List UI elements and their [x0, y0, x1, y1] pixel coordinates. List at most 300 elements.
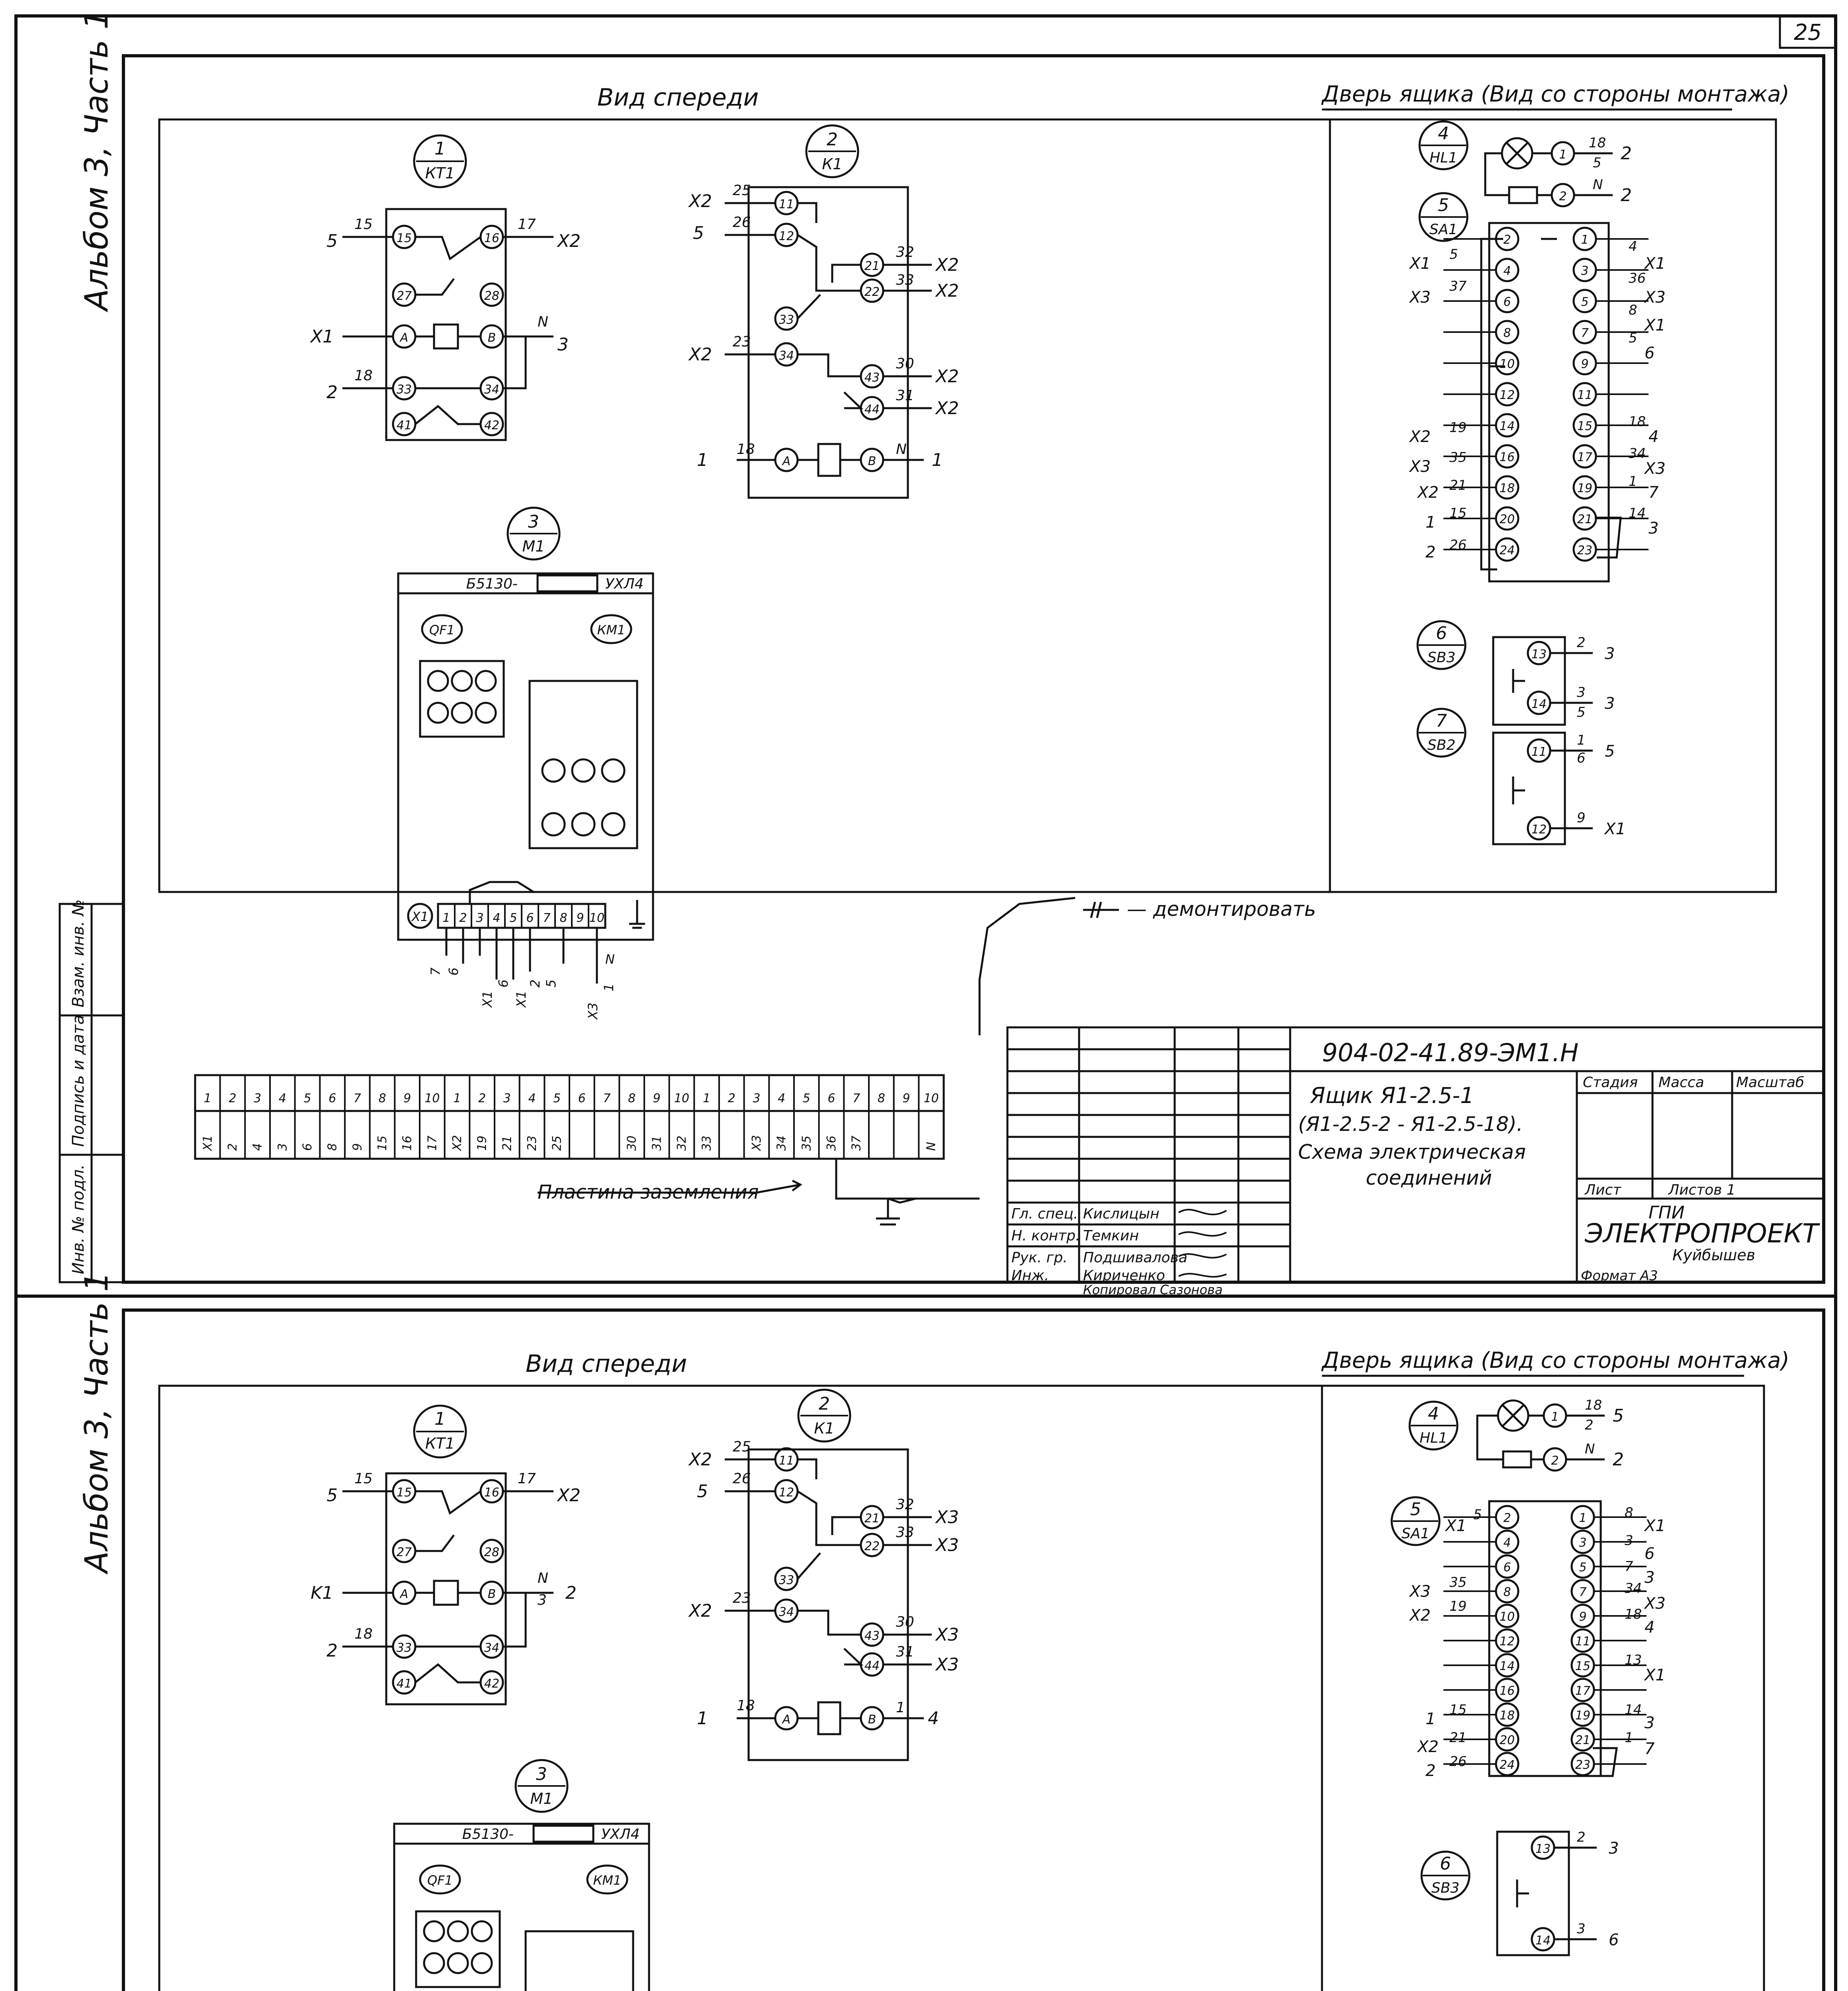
- svg-text:B: B: [868, 1713, 876, 1727]
- strip-wire-label: 23: [525, 1135, 539, 1151]
- strip-terminal-number: 5: [303, 1091, 311, 1105]
- svg-text:Кислицын: Кислицын: [1083, 1206, 1160, 1222]
- svg-text:N: N: [896, 441, 907, 458]
- svg-text:X3: X3: [936, 1507, 959, 1527]
- svg-text:33: 33: [778, 313, 794, 327]
- sheet1-title-1: Ящик Я1-2.5-1: [1310, 1083, 1474, 1108]
- svg-text:6: 6: [1436, 623, 1447, 643]
- svg-text:14: 14: [1535, 1934, 1551, 1948]
- sa1-pin-right-label: 3: [1579, 1536, 1587, 1550]
- sheet1-relay-k1: [688, 125, 959, 498]
- sheet1-button-sb2: [1418, 709, 1626, 844]
- svg-text:X2: X2: [936, 398, 959, 419]
- svg-text:X2: X2: [689, 1449, 712, 1470]
- svg-text:Формат А3: Формат А3: [1581, 1268, 1658, 1284]
- svg-text:4: 4: [1438, 123, 1449, 144]
- svg-text:X3: X3: [1410, 458, 1431, 476]
- svg-text:X1: X1: [514, 990, 529, 1007]
- svg-text:31: 31: [896, 387, 914, 404]
- strip-terminal-number: 9: [902, 1091, 910, 1105]
- sheet1-title-2: (Я1-2.5-2 - Я1-2.5-18).: [1298, 1113, 1523, 1136]
- strip-terminal-number: 4: [278, 1091, 286, 1105]
- sa1-pin-right-label: 3: [1581, 264, 1589, 278]
- svg-text:25: 25: [733, 1439, 751, 1455]
- terminal-x1-label: X1: [411, 909, 429, 924]
- svg-text:41: 41: [396, 1677, 412, 1691]
- sa1-pin-left-label: 2: [1503, 1511, 1511, 1525]
- svg-text:X3: X3: [936, 1625, 959, 1645]
- svg-text:1: 1: [1577, 732, 1586, 748]
- sheet2-starter-m1: [394, 1760, 649, 1991]
- svg-text:12: 12: [778, 229, 794, 243]
- strip-terminal-number: 10: [674, 1091, 690, 1105]
- svg-text:X2: X2: [936, 281, 959, 301]
- sa1-pin-left-label: 12: [1499, 388, 1515, 402]
- svg-text:N: N: [538, 314, 548, 330]
- svg-text:33: 33: [896, 1524, 914, 1541]
- sheet1-title-block: [1007, 1027, 1824, 1297]
- svg-text:2: 2: [1585, 1417, 1594, 1433]
- svg-text:X1: X1: [480, 990, 495, 1007]
- strip-terminal-number: 9: [653, 1091, 661, 1105]
- svg-text:Куйбышев: Куйбышев: [1672, 1246, 1756, 1264]
- svg-text:21: 21: [864, 1512, 880, 1526]
- svg-text:26: 26: [1449, 1754, 1467, 1770]
- svg-text:5: 5: [1410, 1499, 1421, 1520]
- svg-text:Кириченко: Кириченко: [1083, 1267, 1165, 1284]
- strip-wire-label: 31: [650, 1135, 664, 1151]
- svg-text:Рук. гр.: Рук. гр.: [1011, 1250, 1068, 1266]
- strip-terminal-number: 6: [827, 1091, 835, 1105]
- svg-text:32: 32: [896, 1496, 914, 1513]
- strip-terminal-number: 2: [229, 1091, 237, 1105]
- svg-text:34: 34: [778, 1605, 794, 1619]
- svg-text:2: 2: [565, 1583, 577, 1603]
- svg-text:2: 2: [327, 1641, 338, 1661]
- svg-text:18: 18: [737, 441, 755, 458]
- svg-text:ГПИ: ГПИ: [1649, 1203, 1685, 1223]
- sheet1-relay-kt1: [310, 135, 581, 440]
- strip-terminal-number: 5: [802, 1091, 810, 1105]
- svg-text:6: 6: [1645, 344, 1655, 362]
- svg-text:7: 7: [1649, 483, 1659, 502]
- sa1-pin-left-label: 20: [1499, 512, 1515, 526]
- svg-text:5: 5: [1629, 330, 1637, 346]
- sa1-pin-left-label: 18: [1499, 1709, 1515, 1723]
- strip-wire-label: 36: [825, 1135, 839, 1151]
- sheet1-org-name: ЭЛЕКТРОПРОЕКТ: [1585, 1218, 1819, 1249]
- svg-text:42: 42: [484, 1677, 500, 1691]
- sa1-pin-right-label: 11: [1577, 388, 1593, 402]
- svg-text:30: 30: [896, 1614, 914, 1630]
- strip-wire-label: 2: [226, 1143, 240, 1151]
- sa1-pin-left-label: 18: [1499, 481, 1515, 495]
- strip-wire-label: 30: [625, 1135, 639, 1151]
- strip-wire-label: 25: [550, 1135, 564, 1151]
- svg-text:SB3: SB3: [1427, 649, 1456, 666]
- svg-text:23: 23: [733, 1590, 751, 1606]
- svg-text:6: 6: [446, 967, 461, 976]
- svg-text:3: 3: [528, 512, 539, 532]
- svg-text:5: 5: [327, 1485, 338, 1506]
- sheet1-front-view-label: Вид спереди: [597, 84, 759, 111]
- svg-text:11: 11: [778, 1454, 794, 1468]
- svg-text:5: 5: [1449, 246, 1458, 262]
- svg-text:1: 1: [896, 1700, 905, 1716]
- svg-text:32: 32: [896, 244, 914, 260]
- strip-terminal-number: 8: [877, 1091, 885, 1105]
- sa1-pin-right-label: 21: [1575, 1733, 1591, 1747]
- svg-text:SA1: SA1: [1401, 1526, 1430, 1542]
- svg-text:26: 26: [1449, 537, 1467, 553]
- sa1-pin-left-label: 2: [1503, 233, 1511, 247]
- strip-wire-label: 33: [700, 1135, 714, 1151]
- sa1-pin-right-label: 9: [1581, 357, 1589, 371]
- strip-wire-label: X3: [750, 1135, 764, 1151]
- svg-text:1: 1: [1426, 1710, 1436, 1728]
- svg-text:5: 5: [1605, 742, 1615, 761]
- sheet2-relay-kt1: [311, 1406, 581, 1704]
- sheet1-door-box: [1330, 119, 1776, 892]
- sheet1-album-label: Альбом 3, Часть 1: [78, 9, 115, 311]
- svg-text:SB2: SB2: [1427, 737, 1456, 753]
- svg-text:A: A: [782, 1713, 791, 1727]
- svg-text:15: 15: [1449, 1702, 1467, 1718]
- svg-text:7: 7: [1645, 1740, 1655, 1758]
- svg-text:X3: X3: [1645, 1594, 1666, 1613]
- svg-text:27: 27: [396, 289, 412, 303]
- svg-text:М1: М1: [522, 538, 545, 555]
- svg-text:2: 2: [1621, 143, 1632, 164]
- svg-text:18: 18: [1629, 414, 1646, 430]
- svg-text:28: 28: [484, 289, 500, 303]
- sa1-pin-right-label: 19: [1577, 481, 1593, 495]
- svg-text:35: 35: [1449, 1574, 1467, 1590]
- svg-text:7: 7: [1625, 1559, 1633, 1574]
- strip-wire-label: 4: [250, 1143, 265, 1151]
- sheet1-side-field-3: Взам. инв. №: [69, 899, 88, 1007]
- svg-text:3: 3: [557, 334, 569, 355]
- sa1-pin-right-label: 15: [1575, 1659, 1591, 1673]
- sa1-pin-right-label: 7: [1579, 1585, 1587, 1599]
- svg-text:6: 6: [1645, 1545, 1655, 1563]
- svg-text:16: 16: [484, 231, 500, 245]
- svg-text:X3: X3: [1645, 460, 1666, 478]
- strip-wire-label: X2: [450, 1135, 464, 1151]
- svg-text:5: 5: [1577, 704, 1586, 720]
- strip-wire-label: 35: [800, 1135, 814, 1151]
- svg-text:Н. контр.: Н. контр.: [1011, 1228, 1080, 1244]
- svg-text:6: 6: [1577, 750, 1586, 766]
- svg-text:1: 1: [601, 983, 616, 992]
- svg-text:КТ1: КТ1: [425, 1435, 455, 1452]
- sheet2-button-sb3: [1422, 1829, 1619, 1955]
- svg-text:3: 3: [538, 1592, 547, 1608]
- sa1-pin-right-label: 1: [1581, 233, 1589, 247]
- strip-terminal-number: 10: [923, 1091, 939, 1105]
- sheet1-side-field-2: Подпись и дата: [69, 1015, 88, 1147]
- svg-text:Стадия: Стадия: [1583, 1074, 1638, 1091]
- svg-text:X2: X2: [557, 1485, 581, 1506]
- svg-text:7: 7: [428, 967, 443, 976]
- svg-text:18: 18: [1585, 1397, 1602, 1413]
- svg-text:3: 3: [1605, 694, 1615, 713]
- svg-text:X2: X2: [689, 1601, 712, 1621]
- svg-text:13: 13: [1535, 1842, 1551, 1856]
- svg-text:14: 14: [1629, 505, 1646, 521]
- svg-text:1: 1: [1559, 148, 1567, 162]
- sa1-pin-left-label: 12: [1499, 1635, 1515, 1649]
- svg-text:7: 7: [543, 911, 551, 925]
- svg-text:43: 43: [864, 371, 880, 385]
- sa1-pin-right-label: 1: [1579, 1511, 1587, 1525]
- svg-text:4: 4: [1428, 1404, 1439, 1424]
- strip-wire-label: 32: [675, 1135, 689, 1151]
- svg-text:14: 14: [1531, 697, 1547, 711]
- sheet-2: [60, 1271, 1824, 1991]
- svg-text:SA1: SA1: [1429, 221, 1458, 238]
- page-border: [16, 16, 1836, 1991]
- svg-text:B: B: [487, 1587, 496, 1601]
- sheet1-x1-terminals: [442, 904, 604, 928]
- svg-text:X2: X2: [1410, 1606, 1431, 1625]
- sheet2-lamp-hl1: [1410, 1397, 1624, 1471]
- sa1-pin-left-label: 8: [1503, 326, 1511, 340]
- sa1-pin-right-label: 23: [1577, 544, 1593, 557]
- svg-text:1: 1: [1426, 513, 1436, 532]
- svg-text:19: 19: [1449, 1598, 1467, 1614]
- svg-text:Темкин: Темкин: [1083, 1228, 1139, 1244]
- strip-wire-label: 8: [325, 1143, 340, 1151]
- sa1-pin-left-label: 20: [1499, 1733, 1515, 1747]
- svg-text:36: 36: [1629, 270, 1646, 286]
- sa1-pin-left-label: 24: [1499, 544, 1515, 557]
- svg-text:21: 21: [864, 259, 880, 273]
- svg-text:3: 3: [1625, 1533, 1633, 1549]
- breaker-qf1: QF1: [429, 622, 455, 638]
- svg-text:X1: X1: [1645, 316, 1666, 334]
- sa1-pin-left-label: 14: [1499, 419, 1515, 433]
- sheet2-door-label: Дверь ящика (Вид со стороны монтажа): [1322, 1348, 1789, 1373]
- svg-text:2: 2: [819, 1394, 830, 1414]
- svg-text:42: 42: [484, 419, 500, 432]
- device-label: Б5130-: [466, 576, 518, 592]
- sheet2-door-box: [1322, 1386, 1764, 1991]
- svg-text:21: 21: [1449, 1730, 1467, 1746]
- svg-text:X2: X2: [1410, 428, 1431, 446]
- sheet2-album-label: Альбом 3, Часть 1: [78, 1271, 115, 1573]
- strip-terminal-number: 4: [778, 1091, 786, 1105]
- strip-terminal-number: 1: [703, 1091, 711, 1105]
- sa1-pin-left-label: 10: [1499, 1610, 1515, 1624]
- sa1-pin-right-label: 17: [1577, 450, 1593, 464]
- strip-wire-label: X1: [201, 1135, 215, 1151]
- svg-text:УХЛ4: УХЛ4: [601, 1826, 640, 1842]
- svg-text:4: 4: [928, 1708, 939, 1729]
- svg-text:31: 31: [896, 1644, 914, 1660]
- svg-text:X2: X2: [689, 191, 712, 211]
- svg-text:2: 2: [827, 129, 838, 150]
- svg-text:33: 33: [896, 272, 914, 288]
- strip-wire-label: 9: [350, 1143, 365, 1151]
- strip-wire-label: 17: [425, 1135, 440, 1151]
- svg-text:1: 1: [434, 139, 446, 159]
- svg-text:Масса: Масса: [1658, 1074, 1704, 1091]
- svg-text:Листов 1: Листов 1: [1668, 1182, 1736, 1198]
- svg-text:4: 4: [1645, 1618, 1655, 1637]
- svg-text:Б5130-: Б5130-: [462, 1826, 514, 1842]
- svg-text:X1: X1: [1645, 1666, 1666, 1684]
- svg-text:6: 6: [1440, 1854, 1451, 1874]
- svg-text:2: 2: [528, 979, 543, 988]
- svg-text:21: 21: [1449, 477, 1467, 493]
- svg-text:15: 15: [354, 1471, 373, 1487]
- svg-text:18: 18: [354, 368, 373, 384]
- sa1-pin-right-label: 11: [1575, 1635, 1591, 1649]
- sheet1-side-field-1: Инв. № подл.: [69, 1164, 88, 1274]
- sa1-pin-right-label: 5: [1581, 295, 1589, 309]
- strip-wire-label: 19: [475, 1135, 489, 1151]
- svg-text:3: 3: [1605, 645, 1615, 663]
- svg-text:2: 2: [1621, 185, 1632, 205]
- svg-text:N: N: [1593, 177, 1603, 193]
- svg-text:A: A: [400, 331, 409, 345]
- svg-text:16: 16: [484, 1486, 500, 1500]
- svg-text:18: 18: [1589, 135, 1606, 151]
- strip-terminal-number: 7: [353, 1091, 361, 1105]
- svg-text:Подшивалова: Подшивалова: [1083, 1250, 1187, 1266]
- sa1-pin-right-label: 5: [1579, 1561, 1587, 1574]
- svg-text:3: 3: [1649, 519, 1659, 538]
- svg-text:8: 8: [559, 911, 567, 925]
- svg-text:1: 1: [434, 1409, 446, 1429]
- breaker-km1: КМ1: [597, 622, 626, 638]
- svg-text:4: 4: [1629, 239, 1637, 254]
- sa1-pin-left-label: 6: [1503, 295, 1511, 309]
- svg-text:2: 2: [327, 382, 338, 403]
- svg-text:15: 15: [354, 216, 373, 233]
- svg-text:2: 2: [459, 911, 467, 925]
- svg-text:22: 22: [864, 285, 880, 299]
- sheet2-switch-sa1: [1392, 1497, 1666, 1780]
- svg-text:44: 44: [864, 403, 880, 417]
- svg-text:17: 17: [518, 1471, 536, 1487]
- svg-text:2: 2: [1426, 543, 1436, 561]
- svg-text:26: 26: [733, 214, 751, 231]
- sheet1-curve: [980, 898, 1075, 1035]
- strip-terminal-number: 9: [403, 1091, 411, 1105]
- svg-text:11: 11: [1531, 745, 1547, 759]
- svg-text:15: 15: [396, 231, 412, 245]
- svg-text:7: 7: [1436, 711, 1447, 731]
- strip-wire-label: 3: [276, 1143, 290, 1151]
- svg-text:КМ1: КМ1: [593, 1873, 622, 1888]
- strip-terminal-number: 3: [254, 1091, 262, 1105]
- svg-text:N: N: [1585, 1441, 1595, 1457]
- svg-text:34: 34: [1629, 446, 1646, 462]
- svg-text:33: 33: [396, 383, 412, 397]
- svg-text:23: 23: [733, 334, 751, 350]
- sheet1-doc-code: 904-02-41.89-ЭМ1.Н: [1322, 1038, 1579, 1067]
- svg-text:5: 5: [697, 1481, 708, 1502]
- svg-text:19: 19: [1449, 420, 1467, 436]
- svg-text:Лист: Лист: [1585, 1182, 1621, 1198]
- svg-text:5: 5: [544, 979, 559, 988]
- svg-text:4: 4: [1649, 428, 1659, 446]
- svg-text:6: 6: [496, 979, 511, 988]
- svg-text:X2: X2: [1418, 1738, 1439, 1756]
- svg-text:17: 17: [518, 216, 536, 233]
- strip-terminal-number: 8: [378, 1091, 386, 1105]
- svg-text:3: 3: [1577, 1921, 1586, 1937]
- svg-text:6: 6: [526, 911, 534, 925]
- svg-text:22: 22: [864, 1539, 880, 1553]
- svg-text:X1: X1: [1645, 1517, 1666, 1535]
- sheet1-terminal-strip: [195, 1075, 980, 1224]
- sa1-pin-right-label: 23: [1575, 1758, 1591, 1772]
- svg-text:9: 9: [576, 911, 584, 925]
- strip-wire-label: 21: [500, 1135, 514, 1151]
- svg-text:SB3: SB3: [1431, 1880, 1460, 1896]
- svg-text:HL1: HL1: [1429, 150, 1458, 166]
- svg-text:3: 3: [1645, 1714, 1655, 1732]
- sheet2-relay-k1: [688, 1390, 959, 1760]
- svg-text:3: 3: [1645, 1569, 1655, 1587]
- svg-text:5: 5: [509, 911, 517, 925]
- svg-text:1: 1: [697, 450, 708, 470]
- svg-text:8: 8: [1629, 302, 1637, 318]
- svg-text:М1: М1: [530, 1790, 553, 1807]
- svg-text:25: 25: [733, 182, 751, 199]
- sa1-pin-left-label: 14: [1499, 1659, 1515, 1673]
- svg-text:12: 12: [778, 1486, 794, 1500]
- svg-text:1: 1: [1629, 473, 1637, 489]
- strip-wire-label: 34: [774, 1135, 789, 1151]
- svg-text:3: 3: [476, 911, 484, 925]
- svg-text:N: N: [605, 952, 615, 967]
- svg-text:1: 1: [697, 1708, 708, 1729]
- svg-text:X1: X1: [1645, 254, 1666, 273]
- svg-text:5: 5: [1473, 1507, 1482, 1523]
- svg-text:5: 5: [1613, 1406, 1624, 1426]
- svg-text:1: 1: [442, 911, 450, 925]
- svg-text:34: 34: [1625, 1580, 1642, 1596]
- svg-text:2: 2: [1577, 635, 1586, 651]
- svg-text:X1: X1: [1445, 1517, 1467, 1535]
- strip-terminal-number: 1: [203, 1091, 211, 1105]
- sa1-pin-left-label: 6: [1503, 1561, 1511, 1574]
- svg-text:X2: X2: [1418, 483, 1439, 502]
- svg-text:X1: X1: [1410, 254, 1431, 273]
- strip-terminal-number: 10: [424, 1091, 440, 1105]
- svg-text:28: 28: [484, 1545, 500, 1559]
- device-suffix: УХЛ4: [605, 576, 644, 592]
- svg-text:34: 34: [484, 1641, 500, 1655]
- svg-text:X2: X2: [557, 231, 581, 251]
- svg-text:33: 33: [778, 1573, 794, 1587]
- svg-text:2: 2: [1426, 1762, 1436, 1780]
- relay-body: [749, 187, 908, 498]
- svg-text:5: 5: [1593, 155, 1602, 171]
- svg-text:2: 2: [1551, 1454, 1559, 1468]
- sa1-pin-left-label: 24: [1499, 1758, 1515, 1772]
- strip-terminal-number: 6: [329, 1091, 336, 1105]
- svg-text:К1: К1: [814, 1420, 835, 1437]
- svg-text:41: 41: [396, 419, 412, 432]
- svg-text:5: 5: [1438, 195, 1449, 215]
- svg-text:2: 2: [1577, 1829, 1586, 1845]
- svg-text:10: 10: [589, 911, 605, 925]
